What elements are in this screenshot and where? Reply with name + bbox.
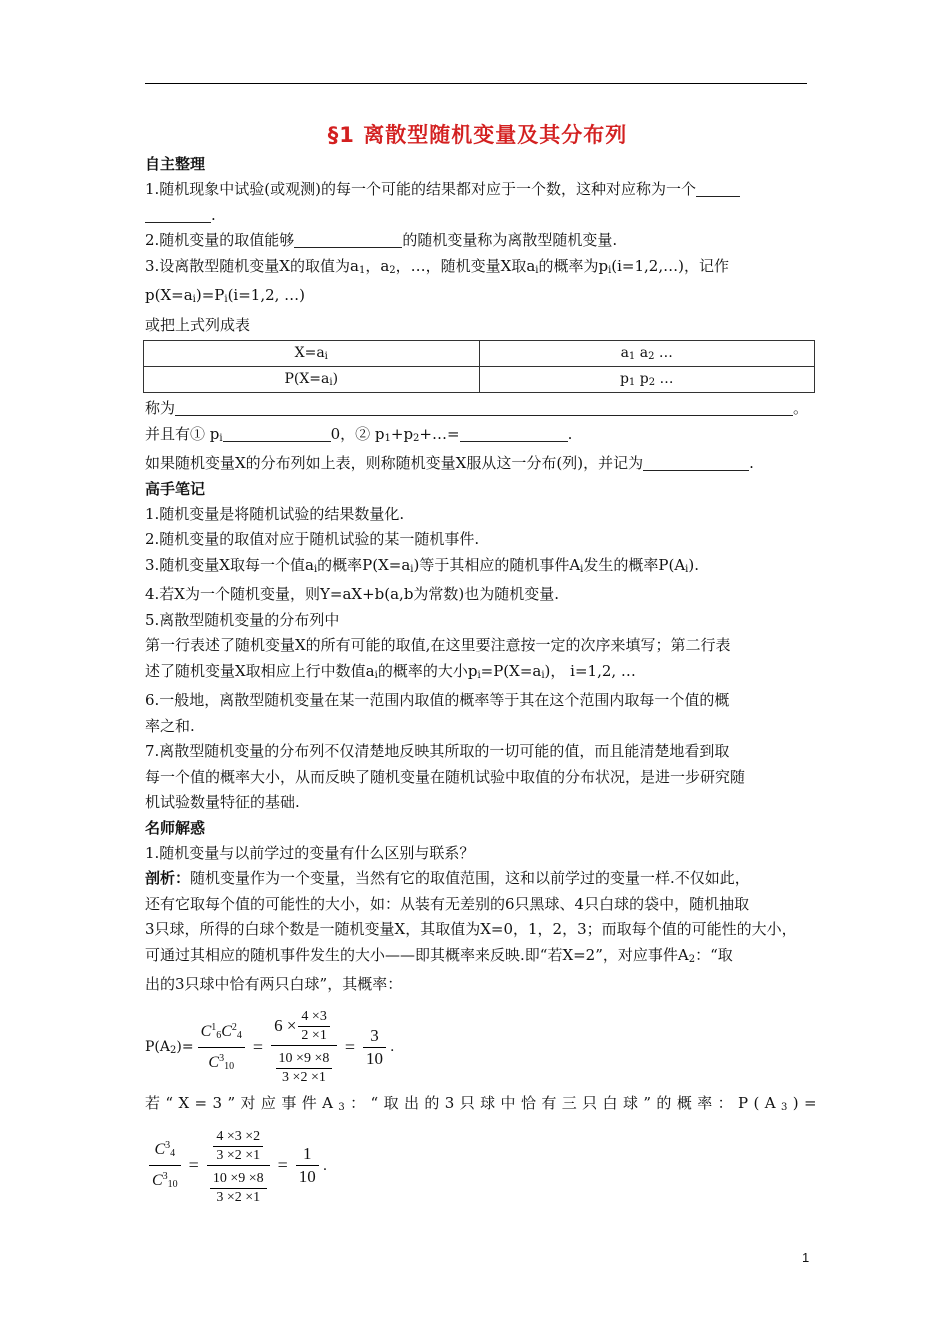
formula-p-a2: $P(A_2)=$ $\frac{C^1_6C^2_4}{C^3_{10}}$ = 6 × $\frac{4 \times 3}{2 \times 1}$ $\frac{10 \times 9 \times 8}{3 \times 2 \times 1}$ = $\frac{3}{10}$ .: [145, 1008, 395, 1085]
text-line: $p(X=a_i)=P_i(i=1,2$, …): [145, 286, 306, 305]
fill-blank[interactable]: [460, 425, 568, 442]
section-heading-self-study: 自主整理: [145, 155, 206, 173]
table-cell: $a_1$ $a_2$ …: [479, 341, 815, 367]
text-line: 剖析：随机变量作为一个变量，当然有它的取值范围，这和以前学过的变量一样.不仅如此，: [145, 869, 750, 887]
text-line: 4.若X为一个随机变量，则Y=aX+b(a,b为常数)也为随机变量.: [145, 585, 560, 603]
analysis-label: 剖析：: [145, 869, 191, 887]
text-line: 并且有① $p_i$ 0，② $p_1+p_2+\dots=$ .: [145, 424, 573, 444]
text-line: 每一个值的概率大小，从而反映了随机变量在随机试验中取值的分布状况，是进一步研究随: [145, 767, 746, 786]
text-line: 称为 。: [145, 399, 809, 417]
text-line: 述了随机变量X取相应上行中数值$a_i$的概率的大小$p_i=P(X=a_i)$， i=1,2, …: [145, 661, 636, 681]
text-line: 如果随机变量X的分布列如上表，则称随机变量X服从这一分布(列)，并记为 .: [145, 454, 754, 472]
text-line: 2.随机变量的取值对应于随机试验的某一随机事件.: [145, 530, 480, 548]
text-line: 若“X=3”对应事件$A_3$：“取出的3只球中恰有三只白球”的概率：$P(A_3)=$: [145, 1093, 822, 1113]
text-line: 1.随机变量是将随机试验的结果数量化.: [145, 504, 405, 523]
fraction: $\frac{3}{10}$: [363, 1025, 386, 1070]
section-heading-notes: 高手笔记: [145, 479, 206, 498]
distribution-table: [143, 340, 815, 393]
text-line: 第一行表述了随机变量X的所有可能的取值,在这里要注意按一定的次序来填写；第二行表: [145, 636, 731, 654]
text-line: 3.设离散型随机变量X的取值为$a_1$，$a_2$，…，随机变量X取$a_i$的概率为$p_i(i=1,2,\dots)$，记作: [145, 256, 729, 276]
text-line: .: [145, 203, 810, 229]
text-line: 2.随机变量的取值能够 的随机变量称为离散型随机变量.: [145, 231, 618, 249]
fill-blank[interactable]: [696, 180, 740, 197]
page-title: §1 离散型随机变量及其分布列: [327, 123, 628, 147]
fill-blank[interactable]: [294, 231, 402, 248]
table-row: [144, 341, 815, 367]
text-line: 机试验数量特征的基础.: [145, 793, 300, 811]
text-line: 1.随机现象中试验(或观测)的每一个可能的结果都对应于一个数，这种对应称为一个: [145, 177, 810, 203]
fill-blank[interactable]: [145, 206, 211, 223]
text-line: 5.离散型随机变量的分布列中: [145, 610, 340, 629]
fill-blank[interactable]: [175, 399, 793, 416]
text-line: 出的3只球中恰有两只白球”，其概率：: [145, 975, 403, 993]
text-line: 还有它取每个值的可能性的大小，如：从装有无差别的6只黑球、4只白球的袋中，随机抽取: [145, 894, 750, 913]
section-heading-teacher: 名师解惑: [145, 818, 206, 837]
text-line: 1.随机变量与以前学过的变量有什么区别与联系？: [145, 843, 475, 862]
fill-blank[interactable]: [223, 425, 331, 442]
text-line: 6.一般地，离散型随机变量在某一范围内取值的概率等于其在这个范围内取每一个值的概: [145, 691, 730, 709]
page-number: 1: [802, 1250, 810, 1265]
fraction: $\frac{C^3_4}{C^3_{10}}$: [149, 1135, 181, 1196]
fraction: $\frac{C^1_6C^2_4}{C^3_{10}}$: [198, 1017, 245, 1078]
table-cell: $X=a_i$: [144, 341, 480, 367]
fraction: $\frac{\frac{4 \times 3 \times 2}{3 \times 2 \times 1}}{\frac{10 \times 9 \times 8}{3 \times 2 \times 1}}$: [207, 1124, 270, 1207]
document-body: [145, 118, 822, 1211]
fraction: $\frac{1}{10}$: [296, 1143, 319, 1188]
table-cell: $P(X=a_i)$: [144, 367, 480, 393]
table-row: [144, 367, 815, 393]
fill-blank[interactable]: [643, 454, 749, 471]
text-line: 率之和.: [145, 716, 195, 735]
header-rule: [145, 83, 807, 84]
table-cell: $p_1$ $p_2$ …: [479, 367, 815, 393]
text-line: 3只球，所得的白球个数是一随机变量X，其取值为X=0，1，2，3；而取每个值的可能性的大小，: [145, 920, 797, 938]
text-line: 3.随机变量X取每一个值$a_i$的概率$P(X=a_i)$等于其相应的随机事件$A_i$发生的概率$P(A_i)$.: [145, 555, 699, 575]
text-line: 可通过其相应的随机事件发生的大小——即其概率来反映.即“若X=2”，对应事件$A_2$：“取: [145, 945, 733, 965]
text-line: 或把上式列成表: [145, 315, 251, 334]
text-line: 7.离散型随机变量的分布列不仅清楚地反映其所取的一切可能的值，而且能清楚地看到取: [145, 742, 730, 760]
fraction: 6 × $\frac{4 \times 3}{2 \times 1}$ $\frac{10 \times 9 \times 8}{3 \times 2 \times 1}$: [271, 1008, 337, 1087]
formula-p-a3: $\frac{C^3_4}{C^3_{10}}$ = $\frac{\frac{4 \times 3 \times 2}{3 \times 2 \times 1}}{\frac{10 \times 9 \times 8}{3 \times 2 \times 1}}$ = $\frac{1}{10}$ .: [145, 1124, 810, 1207]
